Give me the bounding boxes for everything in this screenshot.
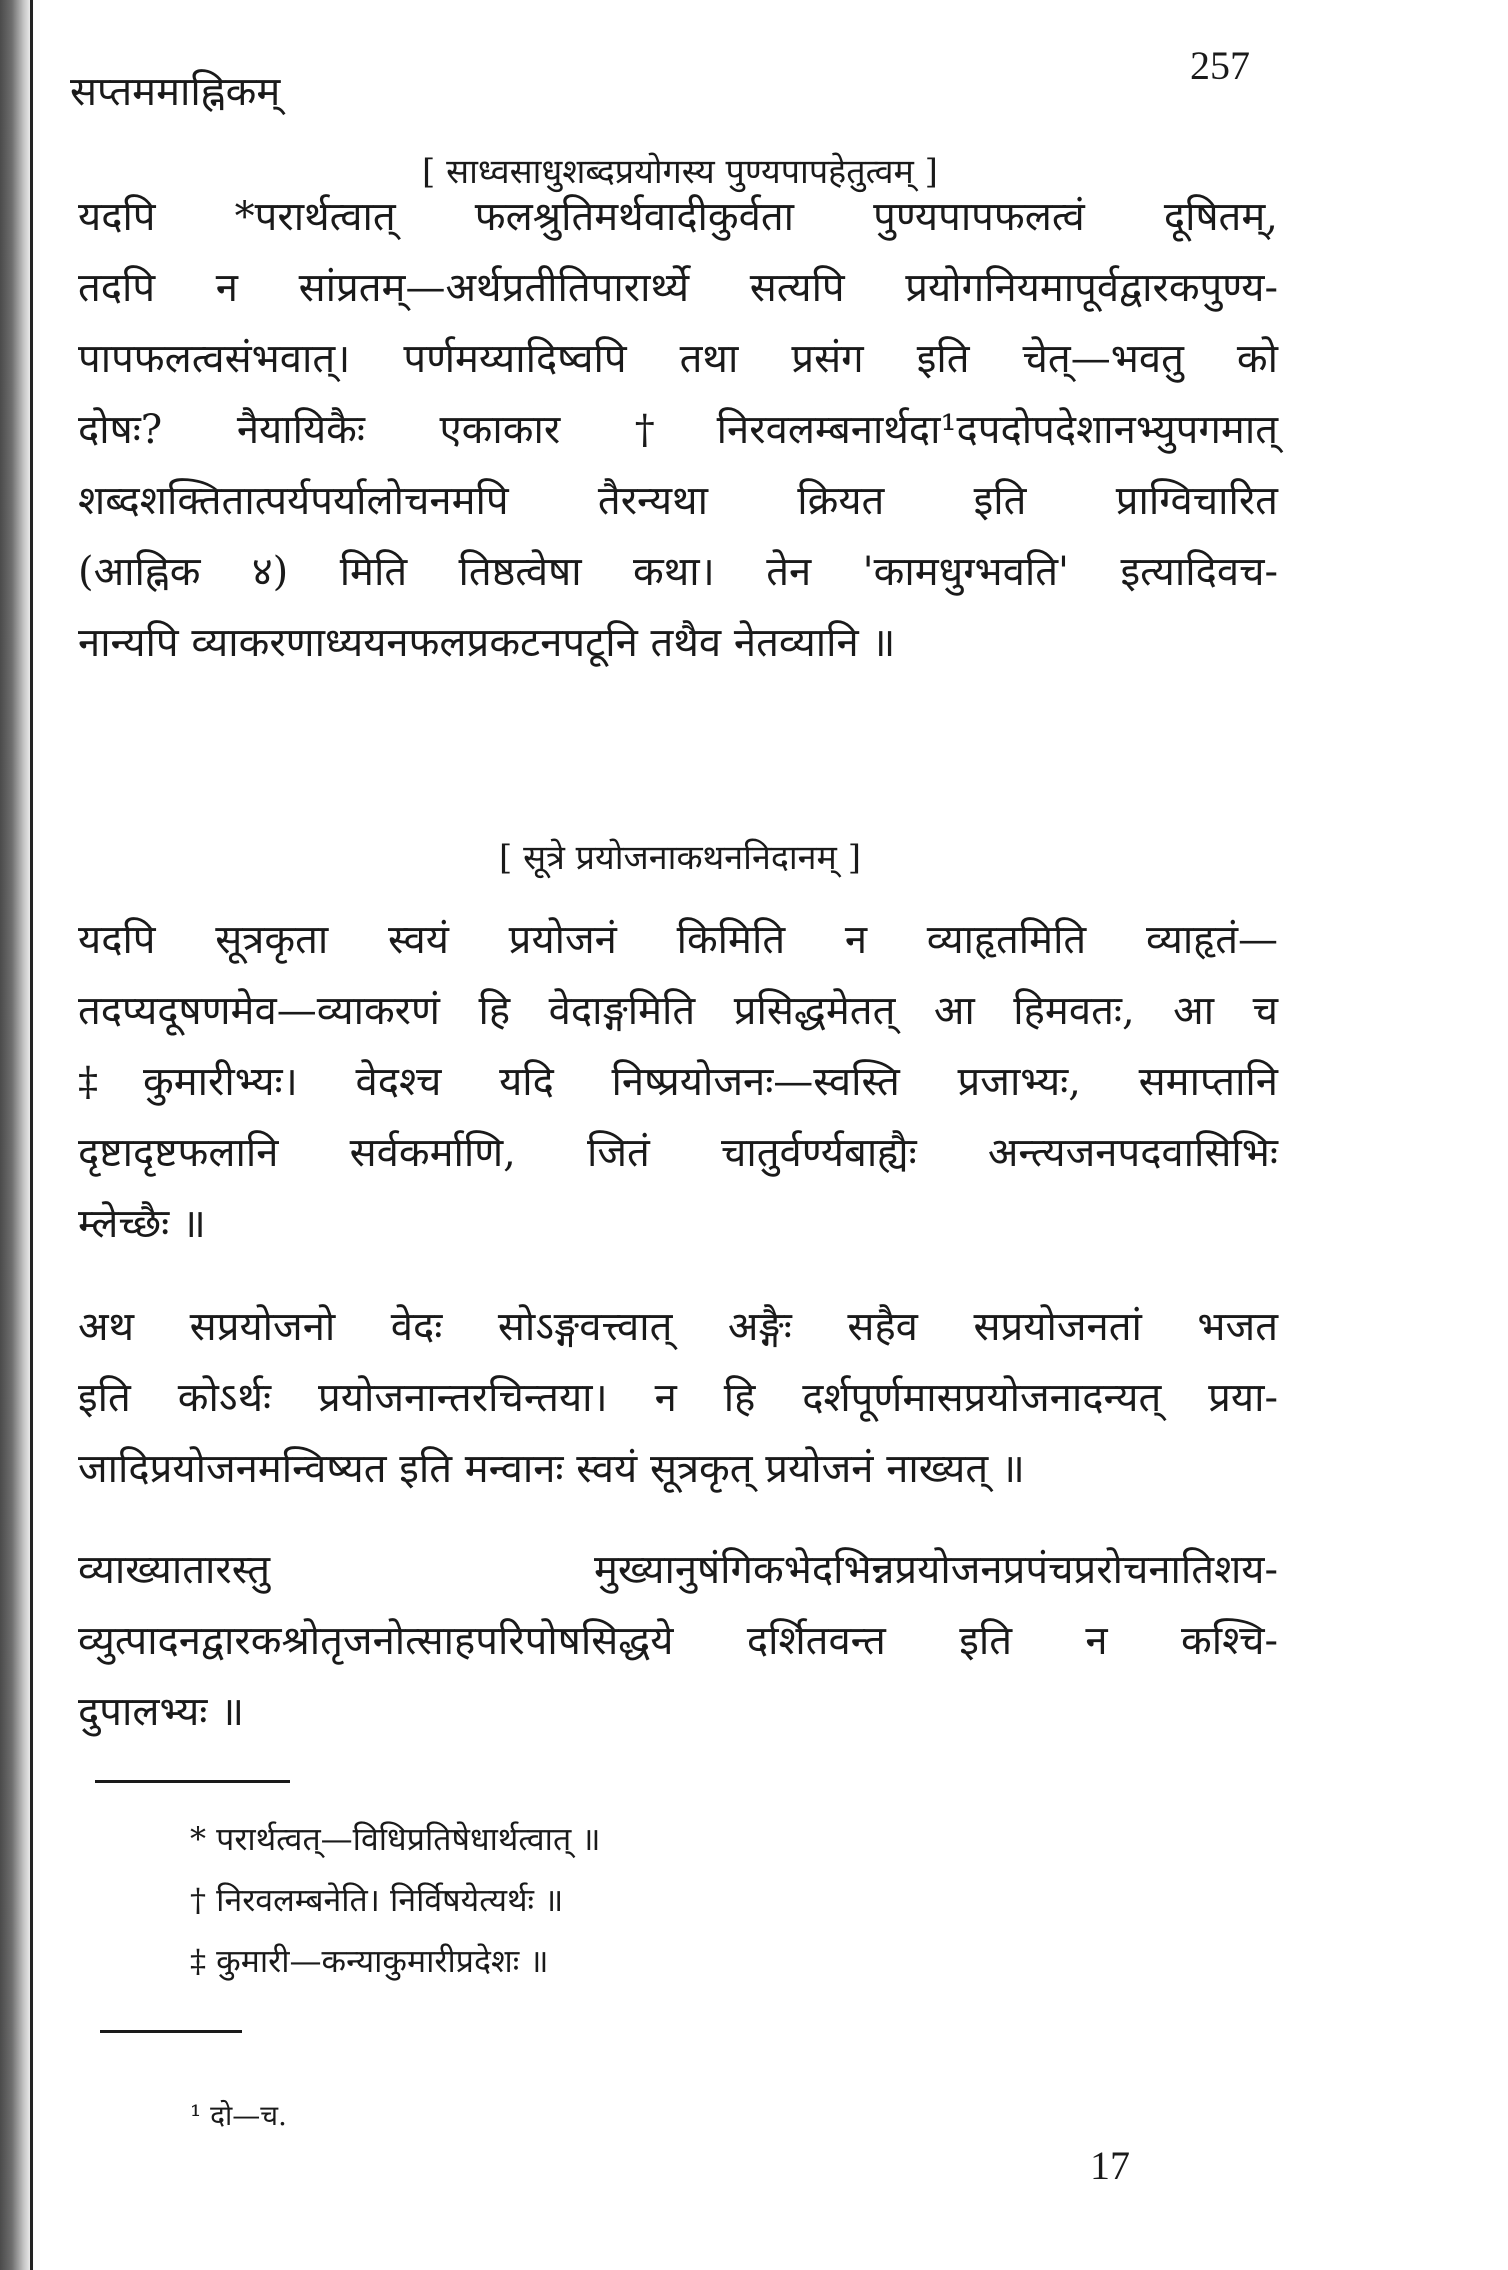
footnote-1: * परार्थत्वत्—विधिप्रतिषेधार्थत्वात् ॥ [190,1820,601,1858]
text-line: अथ सप्रयोजनो वेदः सोऽङ्गवत्त्वात् अङ्गैः सहैव सप्रयोजनतां भजत [78,1304,1278,1350]
variant-note: ¹ दो—च. [190,2099,287,2132]
text-line: शब्दशक्तितात्पर्यपर्यालोचनमपि तैरन्यथा क्रियत इति प्राग्विचारित [78,478,1278,524]
variant-note-separator [100,2030,242,2033]
text-line: यदपि *परार्थत्वात् फलश्रुतिमर्थवादीकुर्वता पुण्यपापफलत्वं दूषितम्, [78,194,1278,240]
text-line: पापफलत्वसंभवात्। पर्णमय्यादिष्वपि तथा प्रसंग इति चेत्—भवतु को [78,336,1278,382]
page-number: 257 [1190,43,1250,88]
text-line: (आह्निक ४) मिति तिष्ठत्वेषा कथा। तेन 'कामधुग्भवति' इत्यादिवच- [78,549,1278,595]
text-line: व्युत्पादनद्वारकश्रोतृजनोत्साहपरिपोषसिद्धये दर्शितवन्त इति न कश्चि- [78,1618,1278,1664]
section-heading-2: [ सूत्रे प्रयोजनाकथननिदानम् ] [499,838,861,878]
book-binding-shadow [0,0,34,2270]
signature-mark: 17 [1090,2143,1130,2188]
footnote-2: † निरवलम्बनेति। निर्विषयेत्यर्थः ॥ [190,1881,564,1919]
paragraph-4 [78,1535,1278,1748]
text-line: इति कोऽर्थः प्रयोजनान्तरचिन्तया। न हि दर्शपूर्णमासप्रयोजनादन्यत् प्रया- [78,1375,1278,1421]
text-line: ‡कुमारीभ्यः। वेदश्च यदि निष्प्रयोजनः—स्वस्ति प्रजाभ्यः, समाप्तानि [78,1059,1278,1105]
text-line: तदप्यदूषणमेव—व्याकरणं हि वेदाङ्गमिति प्रसिद्धमेतत् आ हिमवतः, आ च [78,988,1278,1034]
text-line: यदपि सूत्रकृता स्वयं प्रयोजनं किमिति न व्याहृतमिति व्याहृतं— [78,917,1278,963]
section-heading-1: [ साध्वसाधुशब्दप्रयोगस्य पुण्यपापहेतुत्वम् ] [422,152,938,192]
text-line: व्याख्यातारस्तु मुख्यानुषंगिकभेदभिन्नप्रयोजनप्रपंचप्ररोचनातिशय- [78,1547,1278,1593]
text-line: दुपालभ्यः ॥ [78,1689,245,1735]
text-line: म्लेच्छैः ॥ [78,1201,206,1247]
paragraph-2 [78,905,1278,1260]
text-line: दृष्टादृष्टफलानि सर्वकर्माणि, जितं चातुर्वर्ण्यबाह्यैः अन्त्यजनपदवासिभिः [78,1130,1278,1176]
running-head: सप्तममाह्निकम् [70,69,281,115]
paragraph-3 [78,1292,1278,1505]
text-line: तदपि न सांप्रतम्—अर्थप्रतीतिपारार्थ्ये सत्यपि प्रयोगनियमापूर्वद्वारकपुण्य- [78,265,1278,311]
text-line: दोषः? नैयायिकैः एकाकार †निरवलम्बनार्थदा¹दपदोपदेशानभ्युपगमात् [78,407,1278,453]
text-line: नान्यपि व्याकरणाध्ययनफलप्रकटनपटूनि तथैव नेतव्यानि ॥ [78,620,896,666]
paragraph-1 [78,182,1278,679]
footnote-separator [95,1780,290,1783]
book-binding-edge [30,0,33,2270]
text-line: जादिप्रयोजनमन्विष्यत इति मन्वानः स्वयं सूत्रकृत् प्रयोजनं नाख्यत् ॥ [78,1446,1025,1492]
footnote-3: ‡ कुमारी—कन्याकुमारीप्रदेशः ॥ [190,1942,549,1980]
